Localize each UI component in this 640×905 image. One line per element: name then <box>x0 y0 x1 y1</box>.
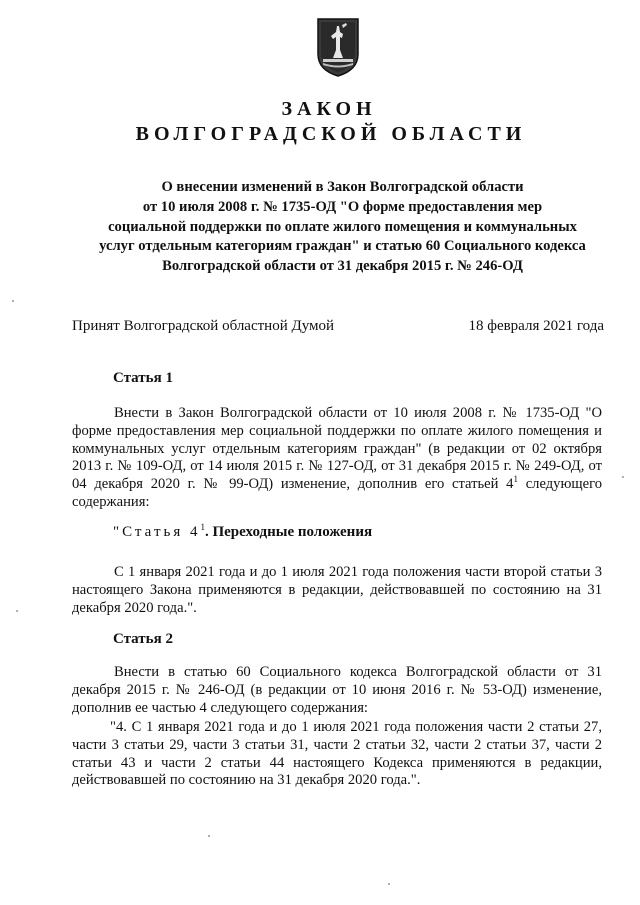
article-1-intro <box>72 405 602 512</box>
adoption-row <box>72 318 604 335</box>
subject-line: О внесении изменений в Закон Волгоградской области <box>161 179 524 195</box>
scan-speck <box>208 835 210 837</box>
article-2-intro: Внести в статью 60 Социального кодекса Волгоградской области от 31 декабря 2015 г. № 246-ОД (в редакции от 10 июня 2016 г. № 53-ОД) изменение, дополнив ее частью 4 следующего содержания: <box>72 664 602 716</box>
scan-speck <box>16 610 18 612</box>
article-number-superscript: 1 <box>200 522 205 532</box>
scan-speck <box>622 476 624 478</box>
article-2-quote <box>72 719 602 790</box>
new-article-body: С 1 января 2021 года и до 1 июля 2021 года положения части второй статьи 3 настоящего Закона применяются в редакции, действовавшей по состоянию на 31 декабря 2020 года.". <box>72 564 602 616</box>
subject-line: социальной поддержки по оплате жилого помещения и коммунальных <box>108 218 577 235</box>
law-title: ЗАКОН <box>281 98 377 120</box>
scan-speck <box>388 883 390 885</box>
new-article-name: . Переходные положения <box>204 524 373 540</box>
subject-line: услуг отдельным категориям граждан" и статью 60 Социального кодекса <box>99 238 586 255</box>
article-1-intro-text-end: следующего содержания: <box>72 476 602 510</box>
new-article-title <box>113 524 372 541</box>
scan-speck <box>12 300 14 302</box>
article-1-heading: Статья 1 <box>113 370 173 386</box>
subject-line: Волгоградской области от 31 декабря 2015 г. № 246-ОД <box>162 258 523 275</box>
region-title: ВОЛГОГРАДСКОЙ ОБЛАСТИ <box>135 123 527 145</box>
article-1-intro-text: Внести в Закон Волгоградской области от 10 июля 2008 г. № 1735-ОД "О форме предоставления мер социальной поддержки по оплате жилого помещения и коммунальных услуг отдельным категориям граждан" (в редакции от 02 октября 2013 г. № 109-ОД, от 14 июля 2015 г. № 127-ОД, от 31 декабря 2015 г. № 249-ОД, от 04 декабря 2020 г. № 99-ОД) изменение, дополнив его статьей 4 <box>72 405 602 493</box>
new-article-label: "Статья 4 <box>113 524 201 540</box>
article-2-quote-text: "4. С 1 января 2021 года и до 1 июля 2021 года положения части 2 статьи 27, части 3 статьи 29, части 3 статьи 31, части 2 статьи 32, части 2 статьи 37, части 2 статьи 43 и части 2 статьи 44 настоящего Кодекса применяются в редакции, действовавшей по состоянию на 31 декабря 2020 года.". <box>72 719 602 789</box>
new-article-name-text: Переходные положения <box>212 524 373 540</box>
volgograd-region-coat-of-arms-icon <box>315 16 361 78</box>
law-subject <box>70 178 615 277</box>
article-2-heading: Статья 2 <box>113 631 173 647</box>
adoption-date: 18 февраля 2021 года <box>468 318 604 334</box>
adopted-by: Принят Волгоградской областной Думой <box>72 318 335 334</box>
subject-line: от 10 июля 2008 г. № 1735-ОД "О форме предоставления мер <box>142 198 543 215</box>
article-number-superscript: 1 <box>513 474 518 485</box>
